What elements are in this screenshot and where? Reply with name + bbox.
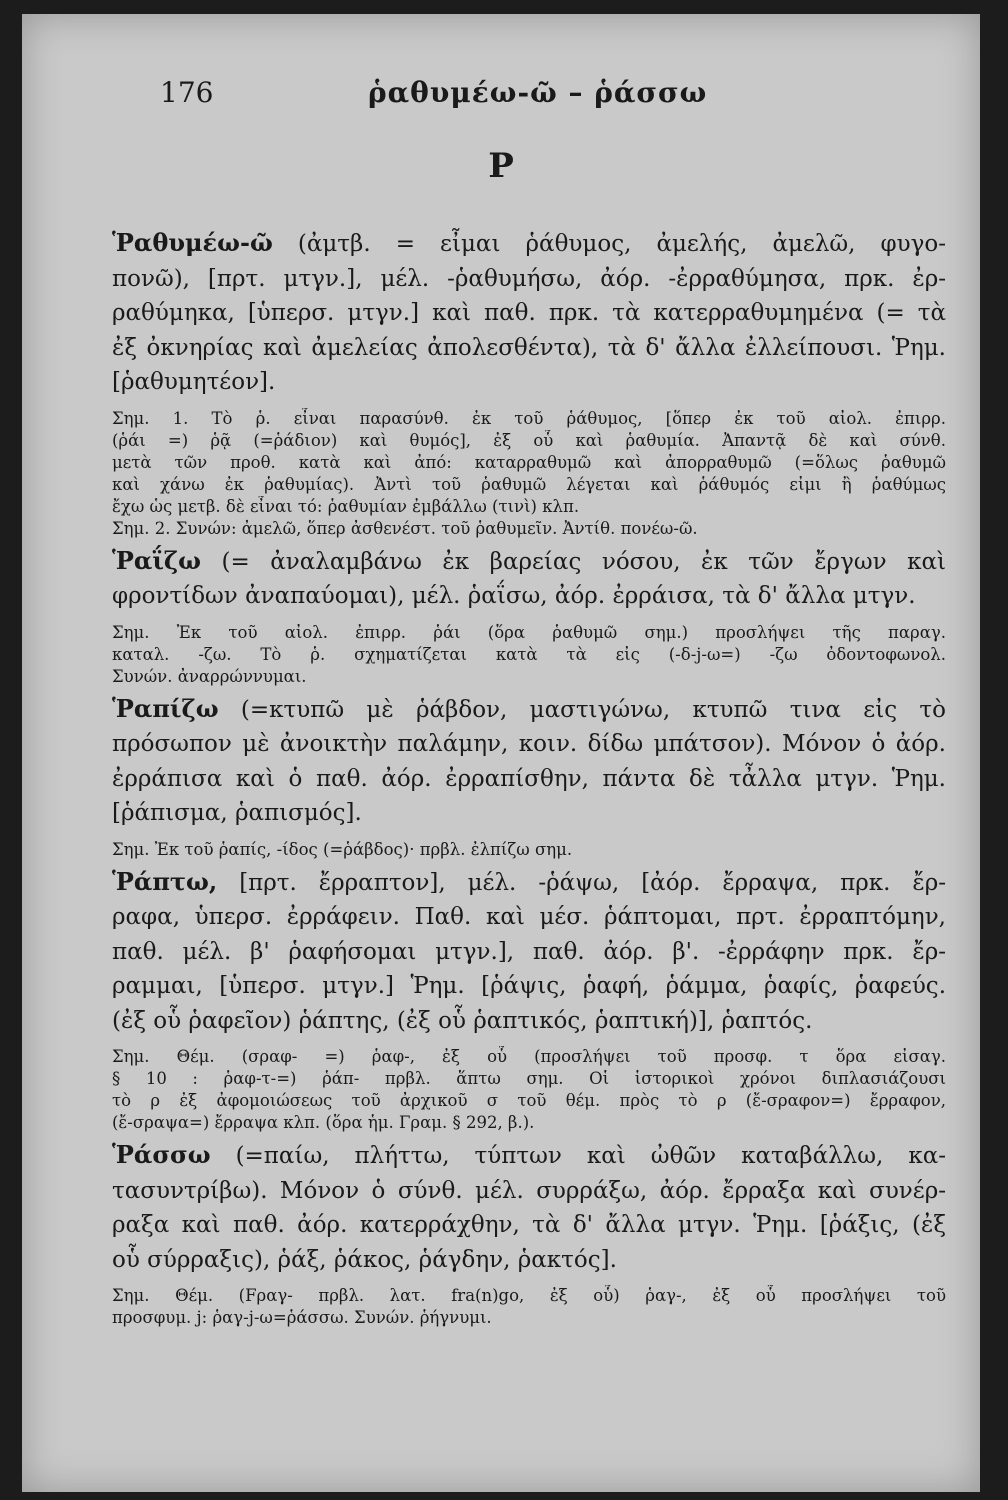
note-line: προσφυμ. j: ῥαγ-j-ω=ῥάσσω. Συνών. ῥήγνυμι. (112, 1308, 492, 1327)
entry-line: πονῶ), [πρτ. μτγν.], μέλ. -ῥαθυμήσω, ἀόρ. -ἐρραθύμησα, πρκ. ἐρ- (112, 265, 946, 292)
entry-line: ἐξ ὀκνηρίας καὶ ἀμελείας ἀπολεσθέντα), τὰ δ' ἄλλα ἐλλείπουσι. Ῥημ. (112, 334, 946, 361)
headword: Ῥαΐζω (112, 545, 201, 575)
note-line: Σημ. Θέμ. (σραφ- =) ῥαφ-, ἐξ οὗ (προσλήψει τοῦ προσφ. τ ὅρα εἰσαγ. (112, 1047, 946, 1066)
entry-line: φροντίδων ἀναπαύομαι), μέλ. ῥαΐσω, ἀόρ. ἐρράισα, τὰ δ' ἄλλα μτγν. (112, 583, 916, 609)
entry-line: πρόσωπον μὲ ἀνοικτὴν παλάμην, κοιν. δίδω μπάτσον). Μόνον ὁ ἀόρ. (112, 731, 946, 757)
dictionary-content (112, 226, 946, 1329)
note-line: Σημ. Θέμ. (Fραγ- πρβλ. λατ. fra(n)go, ἐξ οὗ) ῥαγ-, ἐξ οὗ προσλήψει τοῦ (112, 1286, 946, 1305)
entry-line: ραθύμηκα, [ὑπερσ. μτγν.] καὶ παθ. πρκ. τὰ κατερραθυμημένα (= τὰ (112, 300, 946, 326)
entry-line: Ῥαθυμέω-ῶ (ἀμτβ. = εἶμαι ῥάθυμος, ἀμελής, ἀμελῶ, φυγο- (112, 228, 946, 257)
note-line: § 10 : ῥαφ-τ-=) ῥάπ- πρβλ. ἅπτω σημ. Οἱ ἱστορικοὶ χρόνοι διπλασιάζουσι (112, 1069, 946, 1088)
book-page (22, 14, 980, 1492)
headword: Ῥαπίζω (112, 693, 219, 723)
headword: Ῥάπτω, (112, 866, 218, 896)
entry-line: παθ. μέλ. β' ῥαφήσομαι μτγν.], παθ. ἀόρ. β'. -ἐρράφην πρκ. ἔρ- (112, 938, 946, 965)
note-line: Συνών. ἀναρρώννυμαι. (112, 666, 307, 686)
note-line: μετὰ τῶν προθ. κατὰ καὶ ἀπό: καταρραθυμῶ καὶ ἀπορραθυμῶ (=ὅλως ῥαθυμῶ (112, 452, 946, 472)
page-number: 176 (160, 76, 214, 109)
note-line: Σημ. Ἐκ τοῦ αἰολ. ἐπιρρ. ῥάι (ὅρα ῥαθυμῶ σημ.) προσλήψει τῆς παραγ. (112, 622, 946, 642)
entry-line: Ῥάπτω, [πρτ. ἔρραπτον], μέλ. -ῥάψω, [ἀόρ. ἔρραψα, πρκ. ἔρ- (112, 866, 946, 896)
note-line: ἔχω ὡς μετβ. δὲ εἶναι τό: ῥαθυμίαν ἐμβάλλω (τινὶ) κλπ. (112, 496, 580, 516)
entry-line: τασυντρίβω). Μόνον ὁ σύνθ. μέλ. συρράξω, ἀόρ. ἔρραξα καὶ συνέρ- (112, 1177, 946, 1204)
note-line: Σημ. Ἐκ τοῦ ῥαπίς, -ίδος (=ῥάβδος)· πρβλ. ἐλπίζω σημ. (112, 839, 573, 859)
headword: Ῥάσσω (112, 1140, 211, 1169)
entry-line: Ῥάσσω (=παίω, πλήττω, τύπτων καὶ ὠθῶν καταβάλλω, κα- (112, 1140, 946, 1169)
entry-line: (ἐξ οὗ ῥαφεῖον) ῥάπτης, (ἐξ οὗ ῥαπτικός, ῥαπτική)], ῥαπτός. (112, 1007, 813, 1034)
note-line: (ἔ-σραψα=) ἔρραψα κλπ. (ὅρα ἡμ. Γραμ. § 292, β.). (112, 1113, 535, 1132)
entry-line: [ῥαθυμητέον]. (112, 369, 276, 395)
entry-line: Ῥαΐζω (= ἀναλαμβάνω ἐκ βαρείας νόσου, ἐκ τῶν ἔργων καὶ (112, 545, 946, 575)
entry-line: ραμμαι, [ὑπερσ. μτγν.] Ῥημ. [ῥάψις, ῥαφή, ῥάμμα, ῥαφίς, ῥαφεύς. (112, 973, 946, 999)
note-line: Σημ. 2. Συνών: ἀμελῶ, ὅπερ ἀσθενέστ. τοῦ ῥαθυμεῖν. Ἀντίθ. πονέω-ῶ. (112, 518, 698, 538)
note-line: καταλ. -ζω. Τὸ ῥ. σχηματίζεται κατὰ τὰ εἰς (-δ-j-ω=) -ζω ὀδοντοφωνολ. (112, 644, 946, 664)
section-letter: Ρ (488, 146, 514, 186)
headword: Ῥαθυμέω-ῶ (112, 228, 273, 257)
note-line: (ῥάι =) ῥᾷ (=ῥάδιον) καὶ θυμός], ἐξ οὗ καὶ ῥαθυμία. Ἀπαντᾷ δὲ καὶ σύνθ. (112, 430, 946, 450)
entry-line: οὗ σύρραξις), ῥάξ, ῥάκος, ῥάγδην, ῥακτός]. (112, 1246, 617, 1273)
entry-line: ἐρράπισα καὶ ὁ παθ. ἀόρ. ἐρραπίσθην, πάντα δὲ τἆλλα μτγν. Ῥημ. (112, 765, 946, 792)
entry-line: ραξα καὶ παθ. ἀόρ. κατερράχθην, τὰ δ' ἄλλα μτγν. Ῥημ. [ῥάξις, (ἐξ (112, 1212, 946, 1238)
page-header (22, 76, 980, 120)
entry-rapto (112, 865, 946, 1135)
entry-raizo (112, 544, 946, 688)
entry-line: [ῥάπισμα, ῥαπισμός]. (112, 800, 362, 826)
note-line: Σημ. 1. Τὸ ῥ. εἶναι παρασύνθ. ἐκ τοῦ ῥάθυμος, [ὅπερ ἐκ τοῦ αἰολ. ἐπιρρ. (112, 408, 946, 428)
entry-rasso (112, 1138, 946, 1329)
entry-line: ραφα, ὑπερσ. ἐρράφειν. Παθ. καὶ μέσ. ῥάπτομαι, πρτ. ἐρραπτόμην, (112, 904, 946, 930)
entry-rathymeo (112, 226, 946, 540)
note-line: καὶ χάνω ἐκ ῥαθυμίας). Ἀντὶ τοῦ ῥαθυμῶ λέγεται καὶ ῥάθυμός εἰμι ἢ ῥαθύμως (112, 474, 946, 494)
running-head: ῥαθυμέω-ῶ – ῥάσσω (368, 76, 708, 109)
entry-line: Ῥαπίζω (=κτυπῶ μὲ ῥάβδον, μαστιγώνω, κτυπῶ τινα εἰς τὸ (112, 693, 946, 723)
entry-rapizo (112, 692, 946, 861)
note-line: τὸ ρ ἐξ ἀφομοιώσεως τοῦ ἀρχικοῦ σ τοῦ θέμ. πρὸς τὸ ρ (ἔ-σραφον=) ἔρραφον, (112, 1091, 946, 1110)
